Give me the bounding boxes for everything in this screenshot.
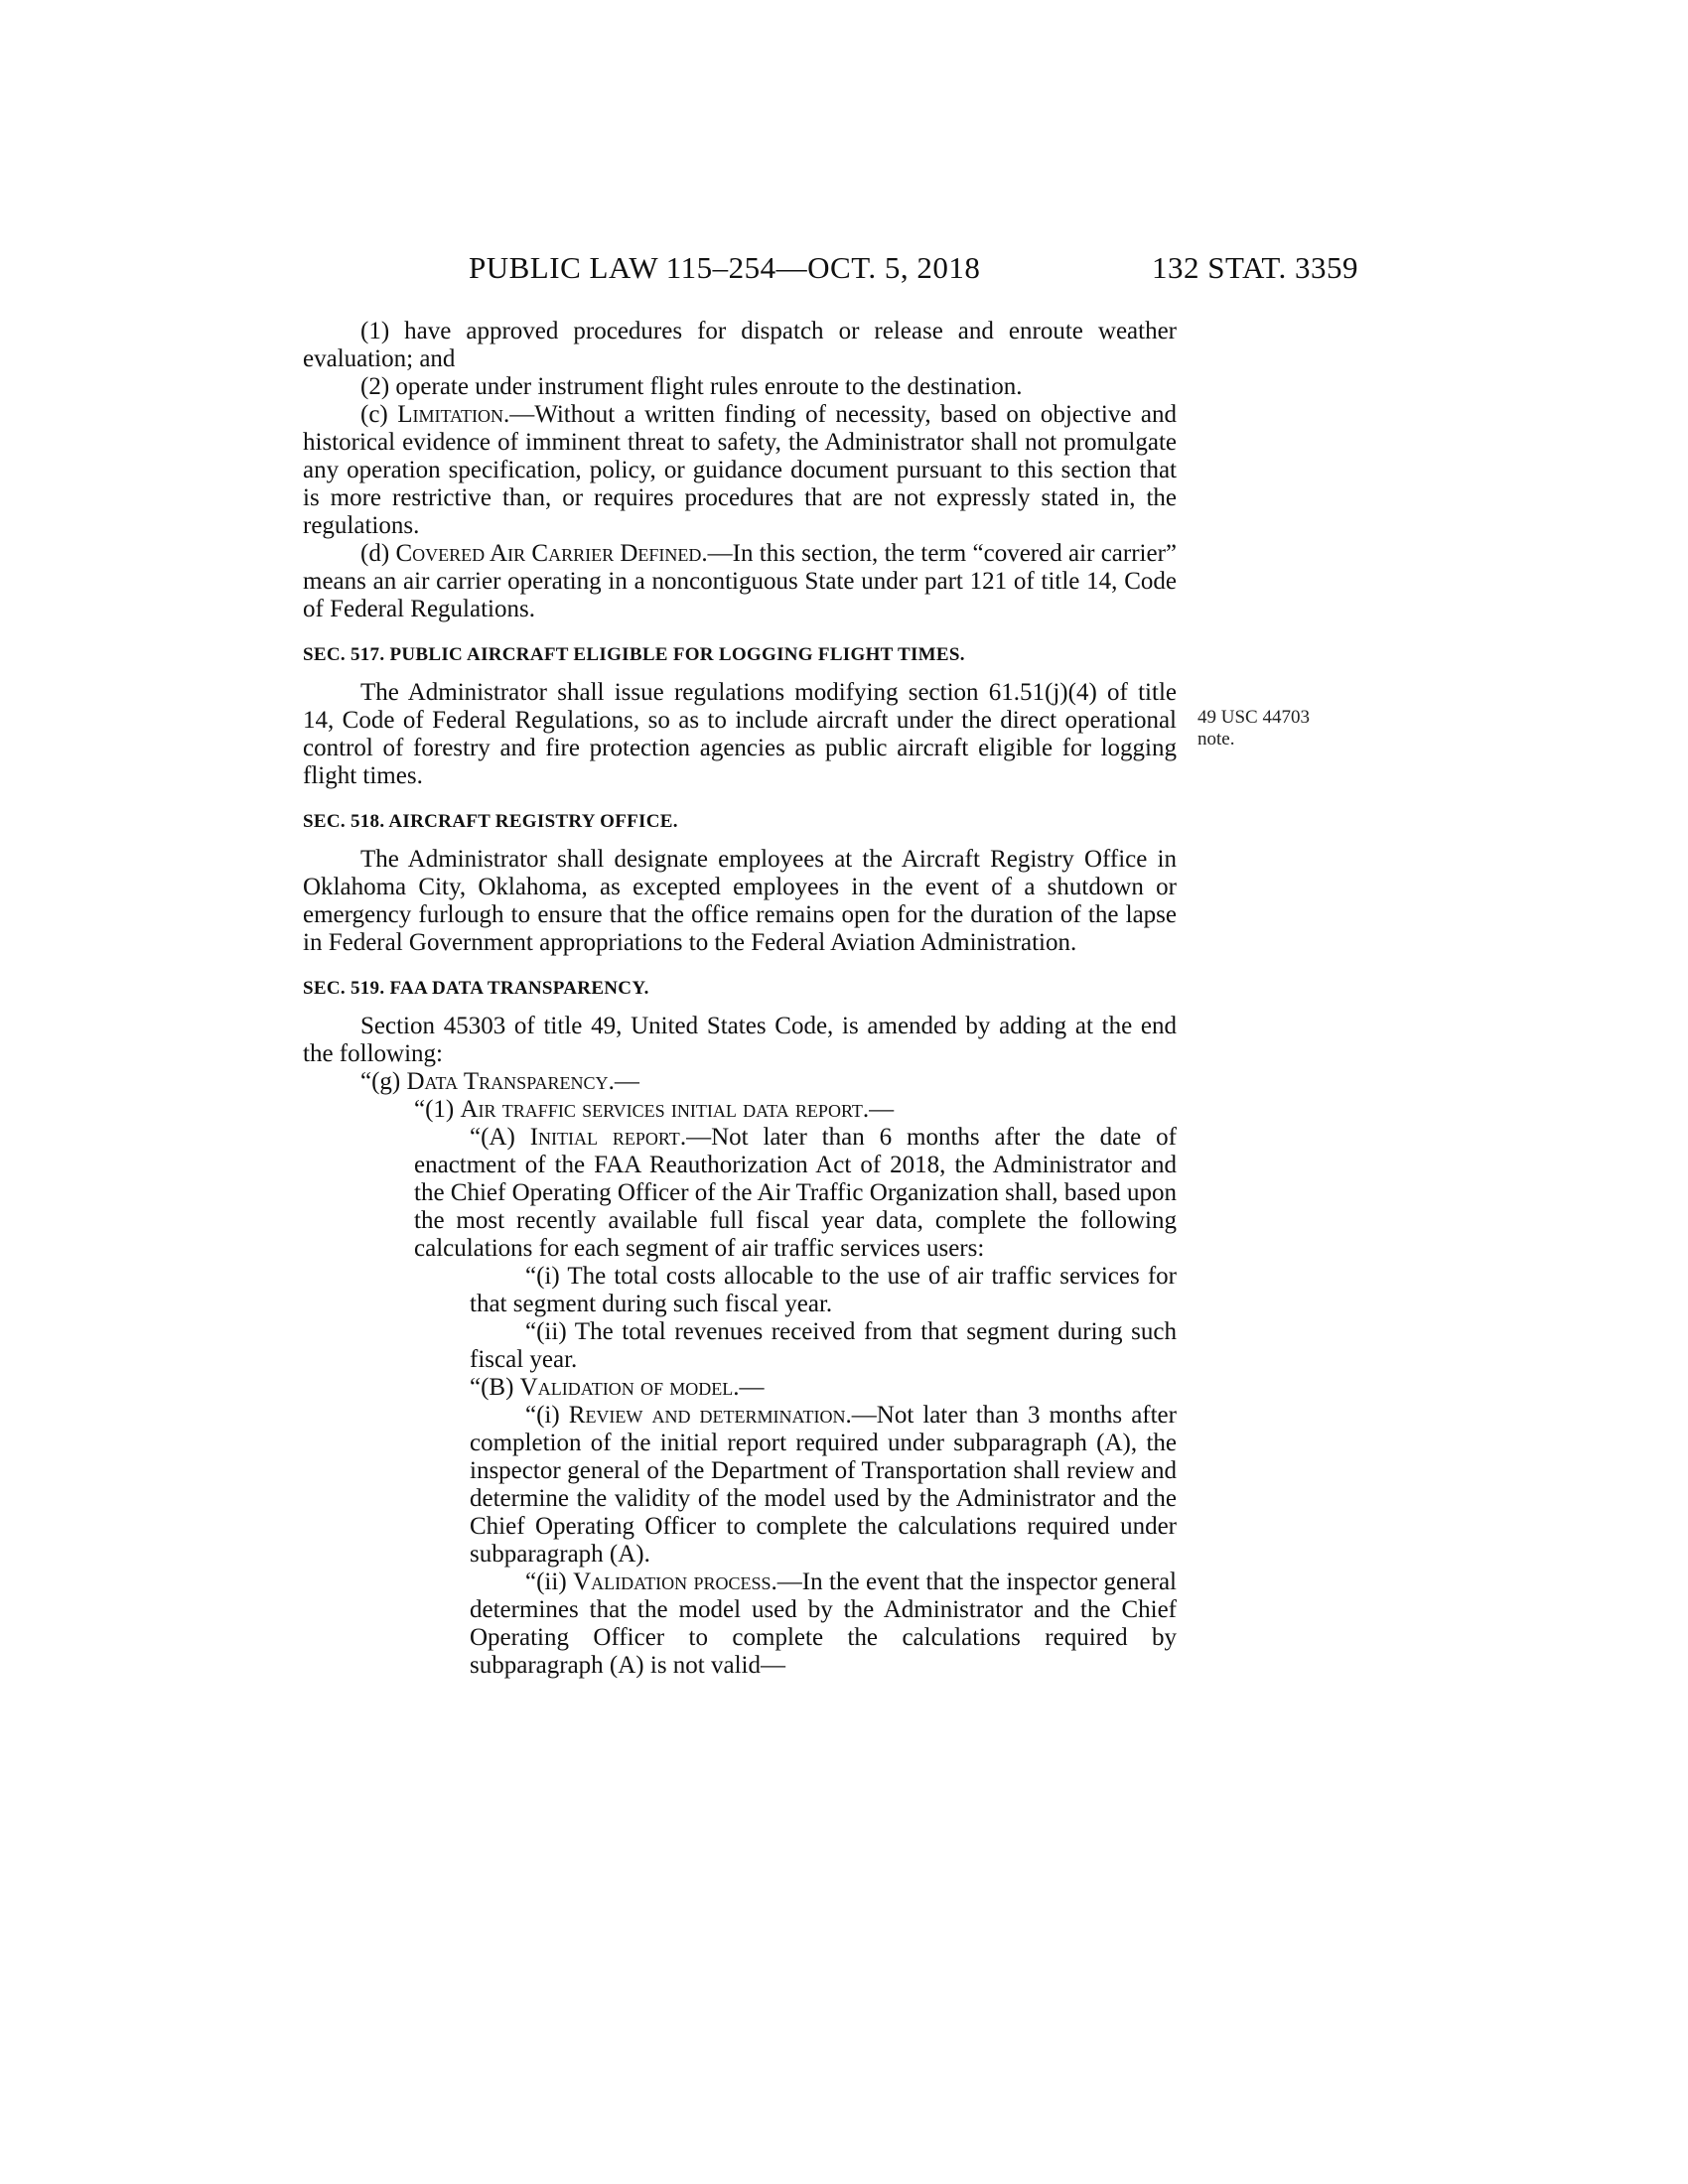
subparagraph-B-dash: .— (733, 1374, 765, 1401)
subsection-c-label: (c) (360, 401, 398, 428)
page-header-stat: 132 STAT. 3359 (1152, 250, 1359, 285)
clause-B-i-heading: Review and determination (568, 1402, 846, 1429)
subparagraph-A-text: .—Not later than 6 months after the date of enactment of the FAA Reauthorization Act of 2018, the Administrator and the Chief Operating Officer of the Air Traffic Organization shall, based upon the most recently available full fiscal year data, complete the following calculations for each segment of air traffic services users: (414, 1124, 1177, 1262)
clause-B-ii (303, 1569, 1177, 1680)
subsection-d-text: .—In this section, the term “covered air carrier” means an air carrier operating in a noncontiguous State under part 121 of title 14, Code of Federal Regulations. (303, 540, 1177, 622)
paragraph-g1 (303, 1096, 1177, 1124)
section-518-text: The Administrator shall designate employees at the Aircraft Registry Office in Oklahoma City, Oklahoma, as excepted employees in the event of a shutdown or emergency furlough to ensure that the office remains open for the duration of the lapse in Federal Government appropriations to the Federal Aviation Administration. (303, 846, 1177, 956)
paragraph-b2: (2) operate under instrument flight rules enroute to the destination. (360, 373, 1023, 400)
subparagraph-B-heading: Validation of model (519, 1374, 734, 1401)
margin-note (1197, 707, 1310, 751)
subparagraph-A-label: “(A) (470, 1124, 530, 1151)
clause-A-i: “(i) The total costs allocable to the use of air traffic services for that segment during such fiscal year. (470, 1263, 1177, 1317)
clause-B-i-label: “(i) (525, 1402, 569, 1429)
subsection-d-label: (d) (360, 540, 396, 567)
subparagraph-A-heading: Initial report (529, 1124, 680, 1151)
margin-note-label: note. (1197, 729, 1235, 750)
document-body (303, 318, 1177, 1680)
subparagraph-B-label: “(B) (470, 1374, 520, 1401)
clause-B-ii-label: “(ii) (525, 1569, 574, 1595)
subsection-g (303, 1068, 1177, 1096)
subsection-g-heading: Data Transparency (406, 1068, 609, 1095)
page-header-title: PUBLIC LAW 115–254—OCT. 5, 2018 (469, 250, 981, 285)
subsection-c-heading: Limitation (397, 401, 503, 428)
section-518-heading: SEC. 518. AIRCRAFT REGISTRY OFFICE. (303, 811, 678, 832)
paragraph-g1-label: “(1) (414, 1096, 461, 1123)
section-517-text: The Administrator shall issue regulations modifying section 61.51(j)(4) of title 14, Code of Federal Regulations, so as to include aircraft under the direct operational control of forestry and fire protection agencies as public aircraft eligible for logging flight times. (303, 679, 1177, 789)
subsection-g-label: “(g) (360, 1068, 407, 1095)
section-517-heading: SEC. 517. PUBLIC AIRCRAFT ELIGIBLE FOR LOGGING FLIGHT TIMES. (303, 644, 965, 665)
subsection-c-text: .—Without a written finding of necessity, based on objective and historical evidence of imminent threat to safety, the Administrator shall not promulgate any operation specification, policy, or guidance document pursuant to this section that is more restrictive than, or requires procedures that are not expressly stated in, the regulations. (303, 401, 1177, 539)
paragraph-g1-dash: .— (862, 1096, 895, 1123)
clause-B-i (303, 1402, 1177, 1569)
margin-note-citation: 49 USC 44703 (1197, 707, 1310, 728)
clause-B-i-text: .—Not later than 3 months after completion of the initial report required under subparagraph (A), the inspector general of the Department of Transportation shall review and determine the validity of the model used by the Administrator and the Chief Operating Officer to complete the calculations required under subparagraph (A). (470, 1402, 1177, 1568)
clause-B-ii-text: .—In the event that the inspector general determines that the model used by the Administrator and the Chief Operating Officer to complete the calculations required by subparagraph (A) is not valid— (470, 1569, 1178, 1679)
clause-A-ii: “(ii) The total revenues received from that segment during such fiscal year. (470, 1318, 1177, 1373)
subsection-c (303, 401, 1177, 540)
subsection-g-dash: .— (608, 1068, 639, 1095)
subsection-d-heading: Covered Air Carrier Defined (395, 540, 702, 567)
paragraph-b1: (1) have approved procedures for dispatch or release and enroute weather evaluation; and (303, 318, 1177, 372)
paragraph-g1-heading: Air traffic services initial data report (460, 1096, 863, 1123)
clause-B-ii-heading: Validation process (573, 1569, 772, 1595)
subparagraph-A (303, 1124, 1177, 1263)
subsection-d (303, 540, 1177, 623)
section-519-intro: Section 45303 of title 49, United States Code, is amended by adding at the end the following: (303, 1013, 1177, 1067)
subparagraph-B (303, 1374, 1177, 1402)
section-519-heading: SEC. 519. FAA DATA TRANSPARENCY. (303, 978, 649, 999)
